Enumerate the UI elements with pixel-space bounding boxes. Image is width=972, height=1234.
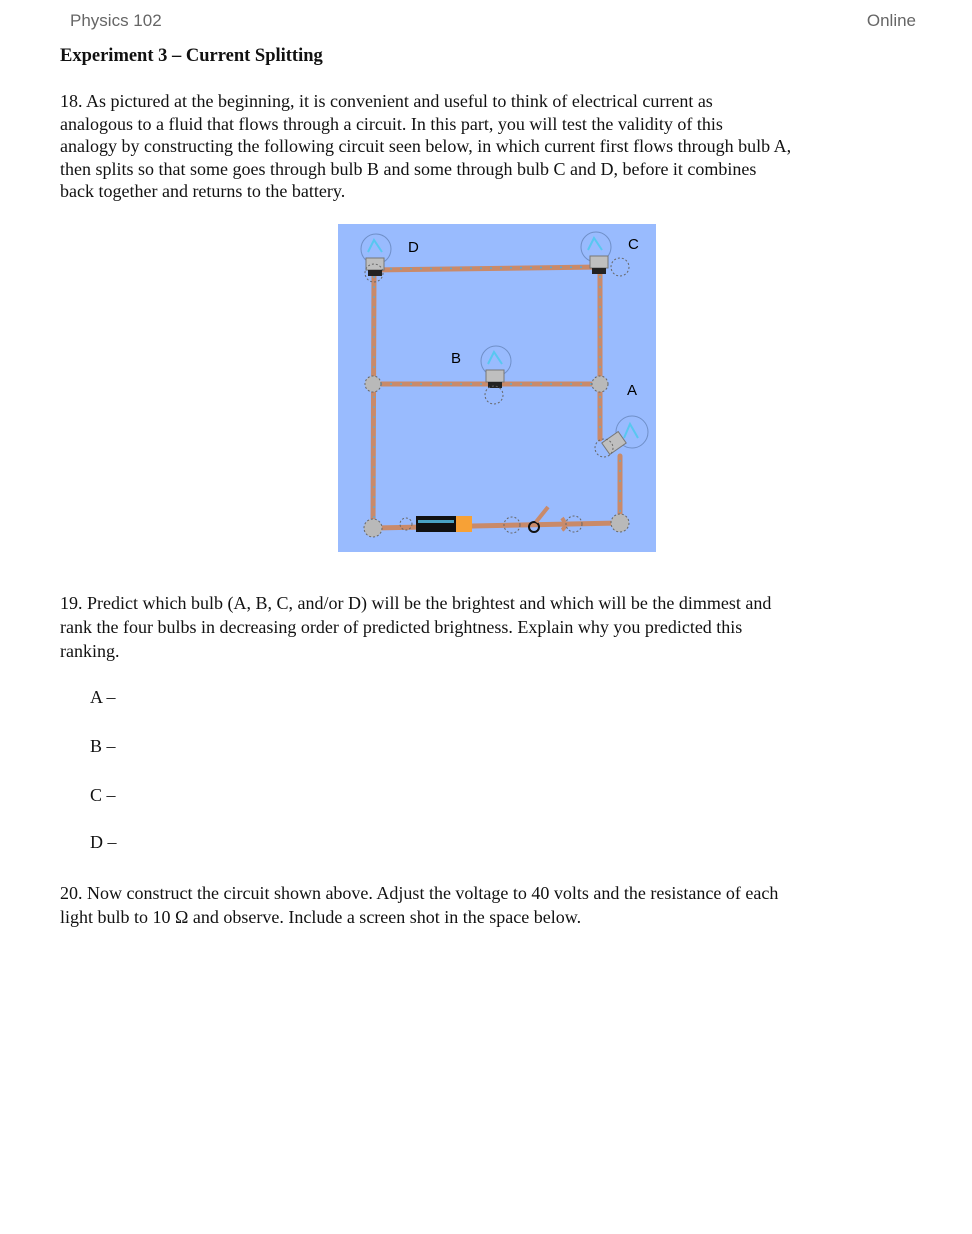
answer-b: B – <box>90 736 116 756</box>
q18-line: then splits so that some goes through bulb B and some through bulb C and D, before it combines <box>60 158 757 179</box>
switch <box>504 507 582 533</box>
bulb-a <box>595 416 648 457</box>
q20-line: light bulb to 10 Ω and observe. Include a screen shot in the space below. <box>60 907 582 927</box>
q20-line: 20. Now construct the circuit shown above. Adjust the voltage to 40 volts and the resistance of each <box>60 883 779 903</box>
q19-line: rank the four bulbs in decreasing order of predicted brightness. Explain why you predicted this <box>60 617 743 637</box>
q18-line: back together and returns to the battery. <box>60 181 346 201</box>
wire-stripes <box>374 267 620 524</box>
question-19 <box>60 591 932 663</box>
answer-a: A – <box>90 687 116 707</box>
circuit-diagram <box>338 224 656 552</box>
q19-line: ranking. <box>60 641 120 661</box>
bulb-c-label: C <box>628 236 639 253</box>
q18-line: analogy by constructing the following circuit seen below, in which current first flows through bulb A, <box>60 136 792 156</box>
junctions <box>364 376 629 537</box>
q18-line: analogous to a fluid that flows through a circuit. In this part, you will test the validity of this <box>60 113 723 134</box>
bulb-b-label: B <box>451 350 462 367</box>
answer-c: C – <box>90 785 116 805</box>
q18-line: 18. As pictured at the beginning, it is convenient and useful to think of electrical current as <box>60 91 713 111</box>
bulb-b <box>481 346 511 404</box>
course-mode: Online <box>866 11 916 30</box>
answer-d: D – <box>90 832 117 852</box>
bulb-d-label: D <box>408 239 419 256</box>
bulb-a-label: A <box>627 382 638 399</box>
experiment-title: Experiment 3 – Current Splitting <box>60 46 323 66</box>
course-name: Physics 102 <box>70 11 162 30</box>
bulb-d <box>361 234 391 282</box>
question-20 <box>60 881 932 929</box>
question-18 <box>60 90 932 203</box>
circuit-wires <box>373 267 620 528</box>
q19-line: 19. Predict which bulb (A, B, C, and/or D) will be the brightest and which will be the dimmest and <box>60 593 772 613</box>
